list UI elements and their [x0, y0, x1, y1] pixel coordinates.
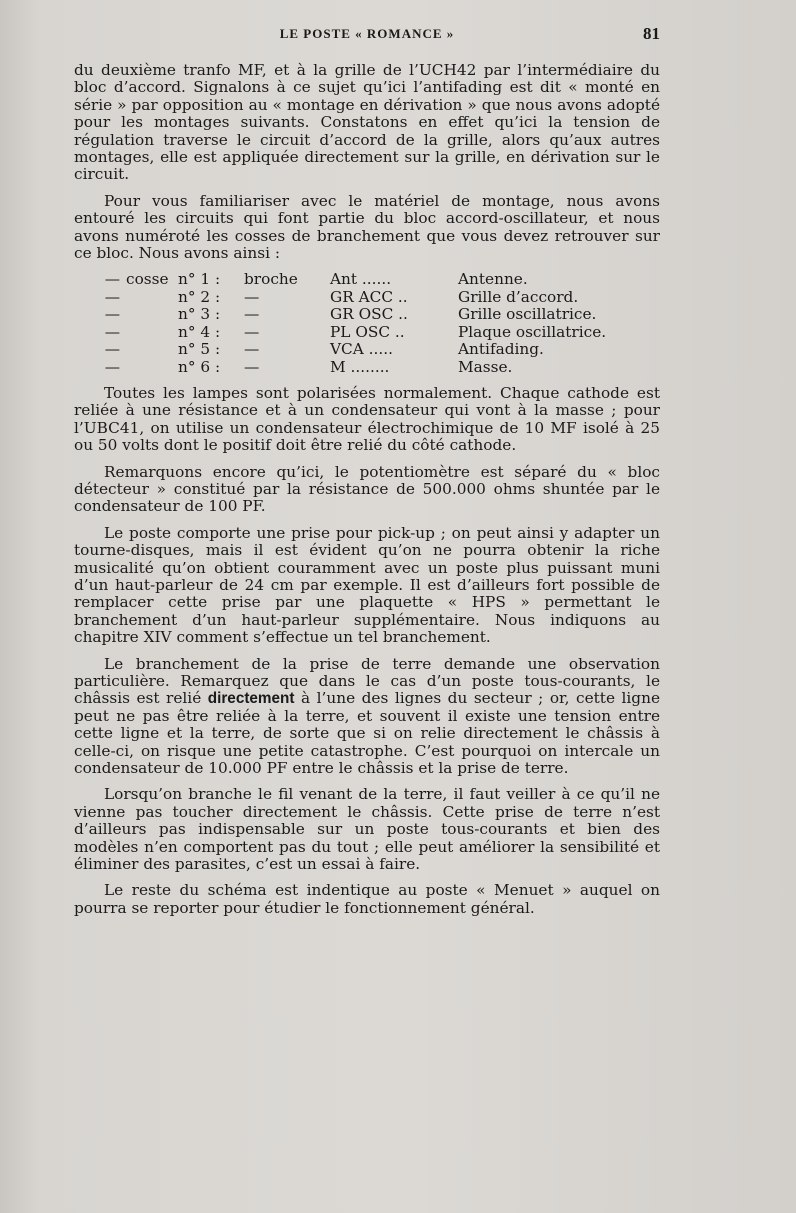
page-header: [74, 26, 660, 46]
cosse-row: [90, 306, 606, 323]
cosse-label: [126, 359, 178, 376]
terre-text-after: à l’une des lignes du secteur ; or, cette ligne peut ne pas être reliée à la terre, et souvent il existe une tension entre cette ligne et la terre, de sorte que si on relie directement le châssis à celle-ci, on risque une petite catastrophe. C’est pourquoi on intercale un condensateur de 10.000 PF entre le châssis et la prise de terre.: [74, 689, 660, 778]
paragraph-fil-terre: Lorsqu’on branche le fil venant de la terre, il faut veiller à ce qu’il ne vienne pas toucher directement le châssis. Cette prise de terre n’est d’ailleurs pas indispensable sur un poste tous-courants et bien des modèles n’en comportent pas du tout ; elle peut améliorer la sensibilité et éliminer des parasites, c’est un essai à faire.: [74, 785, 660, 874]
cosse-dash: —: [104, 340, 120, 359]
cosse-description: Antenne.: [458, 270, 528, 289]
cosse-broche: broche: [244, 270, 298, 289]
cosse-dash: —: [104, 270, 120, 289]
cosse-broche: —: [244, 322, 260, 341]
running-head: LE POSTE « ROMANCE »: [279, 26, 455, 41]
cosse-number: n° 6 :: [178, 357, 221, 376]
paragraph-prise-de-terre: [74, 656, 660, 778]
cosse-dash: —: [104, 287, 120, 306]
paragraph-polarisation: Toutes les lampes sont polarisées normalement. Chaque cathode est reliée à une résistance et à un condensateur qui vont à la masse ; pour l’UBC41, on utilise un condensateur électrochimique de 10 MF isolé à 25 ou 50 volts dont le positif doit être relié du côté cathode.: [74, 383, 660, 455]
cosse-code: M ........: [330, 357, 390, 376]
cosse-number: n° 4 :: [178, 322, 221, 341]
paragraph-bloc-intro: Pour vous familiariser avec le matériel de montage, nous avons entouré les circuits qui font partie du bloc accord-oscillateur, et nous avons numéroté les cosses de branchement que vous devez retrouver sur ce bloc. Nous avons ainsi :: [74, 191, 660, 263]
cosse-code: Ant ......: [330, 270, 392, 289]
cosse-label: [126, 341, 178, 358]
cosse-broche: —: [244, 357, 260, 376]
page-number: 81: [643, 24, 660, 43]
cosse-dash: —: [104, 357, 120, 376]
cosse-description: Grille d’accord.: [458, 287, 579, 306]
cosse-dash: —: [104, 305, 120, 324]
cosse-description: Grille oscillatrice.: [458, 305, 597, 324]
cosse-broche: —: [244, 340, 260, 359]
paragraph-pick-up: Le poste comporte une prise pour pick-up ; on peut ainsi y adapter un tourne-disques, mais il est évident qu’on ne pourra obtenir la riche musicalité qu’on obtient couramment avec un poste plus puissant muni d’un haut-parleur de 24 cm par exemple. Il est d’ailleurs fort possible de remplacer cette prise par une plaquette « HPS » permettant le branchement d’un haut-parleur supplémentaire. Nous indiquons au chapitre XIV comment s’effectue un tel branchement.: [74, 523, 660, 647]
cosse-row: [90, 359, 606, 376]
body-text: [74, 62, 660, 926]
cosse-label: [126, 324, 178, 341]
cosse-number: n° 1 :: [178, 270, 221, 289]
terre-text-before: Le branchement de la prise de terre demande une observation particulière. Remarquez que dans le cas d’un poste tous-courants, le châssis est relié: [74, 654, 660, 708]
cosse-code: GR ACC ..: [330, 287, 408, 306]
cosse-row: [90, 324, 606, 341]
cosses-table: [90, 271, 606, 375]
cosse-label: cosse: [126, 270, 169, 289]
cosse-broche: —: [244, 287, 260, 306]
cosse-row: [90, 289, 606, 306]
paragraph-antifading: du deuxième tranfo MF, et à la grille de l’UCH42 par l’intermédiaire du bloc d’accord. Signalons à ce sujet qu’ici l’antifading est dit « monté en série » par opposition au « montage en dérivation » que nous avons adopté pour les montages suivants. Constatons en effet qu’ici la tension de régulation traverse le circuit d’accord de la grille, alors qu’aux autres montages, elle est appliquée directement sur la grille, en dérivation sur le circuit.: [74, 61, 660, 184]
terre-emphasis: directement: [207, 690, 295, 708]
cosse-code: VCA .....: [330, 340, 393, 359]
cosse-dash: —: [104, 322, 120, 341]
cosse-broche: —: [244, 305, 260, 324]
cosse-row: [90, 271, 606, 288]
cosse-label: [126, 306, 178, 323]
cosse-number: n° 3 :: [178, 305, 221, 324]
cosse-label: [126, 289, 178, 306]
paragraph-reste-schema: Le reste du schéma est indentique au poste « Menuet » auquel on pourra se reporter pour étudier le fonctionnement général.: [74, 881, 660, 917]
cosse-number: n° 2 :: [178, 287, 221, 306]
cosse-code: PL OSC ..: [330, 322, 405, 341]
cosse-description: Masse.: [458, 357, 513, 376]
cosse-number: n° 5 :: [178, 340, 221, 359]
cosse-row: [90, 341, 606, 358]
cosse-description: Antifading.: [458, 340, 544, 359]
paragraph-potentiometre: Remarquons encore qu’ici, le potentiomètre est séparé du « bloc détecteur » constitué par la résistance de 500.000 ohms shuntée par le condensateur de 100 PF.: [74, 462, 660, 516]
cosse-description: Plaque oscillatrice.: [458, 322, 607, 341]
cosse-code: GR OSC ..: [330, 305, 408, 324]
